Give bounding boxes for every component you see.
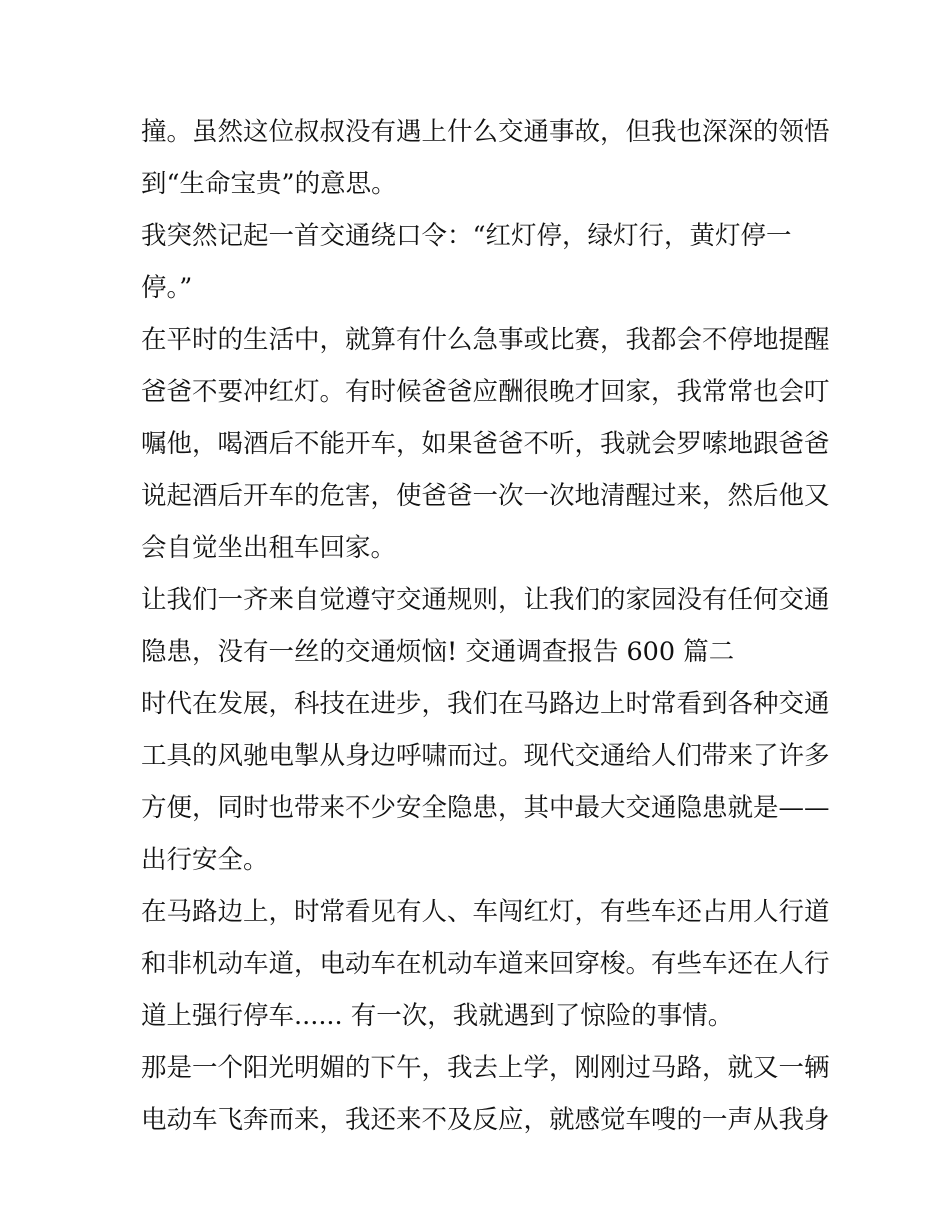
text-line: 工具的风驰电掣从身边呼啸而过。现代交通给人们带来了许多 <box>141 741 830 771</box>
text-line: 在平时的生活中，就算有什么急事或比赛，我都会不停地提醒 <box>141 325 830 355</box>
text-line: 出行安全。 <box>141 845 269 875</box>
text-line: 我突然记起一首交通绕口令：“红灯停，绿灯行，黄灯停一 <box>141 221 792 251</box>
text-line: 会自觉坐出租车回家。 <box>141 533 397 563</box>
text-line: 那是一个阳光明媚的下午，我去上学，刚刚过马路，就又一辆 <box>141 1053 830 1083</box>
paragraph <box>141 314 830 574</box>
text-line: 电动车飞奔而来，我还来不及反应，就感觉车嗖的一声从我身 <box>141 1105 830 1135</box>
text-line: 停。” <box>141 273 193 303</box>
paragraph <box>141 1042 830 1146</box>
text-line: 隐患，没有一丝的交通烦恼! 交通调查报告 600 篇二 <box>141 637 735 667</box>
paragraph <box>141 210 821 314</box>
text-line: 道上强行停车...... 有一次，我就遇到了惊险的事情。 <box>141 1001 734 1031</box>
text-line: 方便，同时也带来不少安全隐患，其中最大交通隐患就是—— <box>141 793 830 823</box>
text-line: 时代在发展，科技在进步，我们在马路边上时常看到各种交通 <box>141 689 830 719</box>
text-line: 在马路边上，时常看见有人、车闯红灯，有些车还占用人行道 <box>141 897 830 927</box>
document-body <box>141 106 830 1146</box>
text-line: 爸爸不要冲红灯。有时候爸爸应酬很晚才回家，我常常也会叮 <box>141 377 830 407</box>
paragraph <box>141 106 830 210</box>
paragraph <box>141 886 830 1042</box>
text-line: 和非机动车道，电动车在机动车道来回穿梭。有些车还在人行 <box>141 949 830 979</box>
paragraph <box>141 574 830 678</box>
text-line: 到“生命宝贵”的意思。 <box>141 169 397 199</box>
paragraph <box>141 678 830 886</box>
text-line: 撞。虽然这位叔叔没有遇上什么交通事故，但我也深深的领悟 <box>141 117 830 147</box>
text-line: 说起酒后开车的危害，使爸爸一次一次地清醒过来，然后他又 <box>141 481 830 511</box>
text-line: 让我们一齐来自觉遵守交通规则，让我们的家园没有任何交通 <box>141 585 830 615</box>
text-line: 嘱他，喝酒后不能开车，如果爸爸不听，我就会罗嗦地跟爸爸 <box>141 429 830 459</box>
